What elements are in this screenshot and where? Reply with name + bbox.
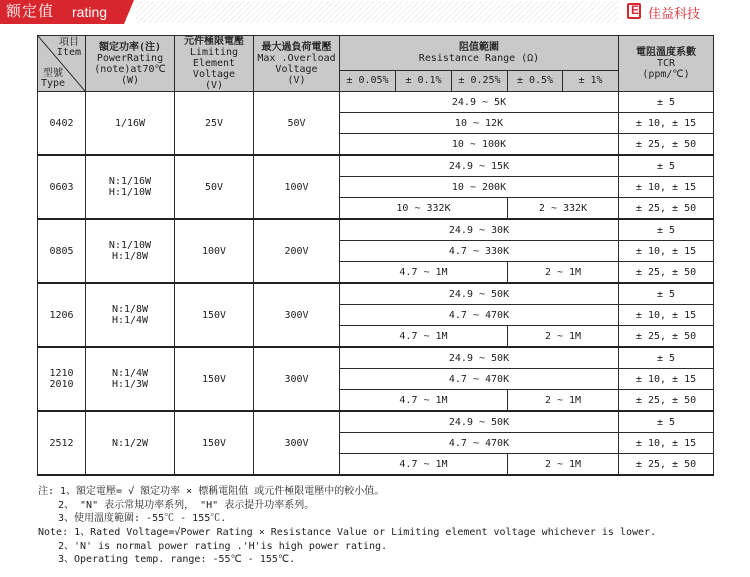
tcr-cell: ± 10, ± 15: [619, 113, 714, 134]
tolerance-0-05: ± 0.05%: [340, 70, 396, 91]
overload-cell: 300V: [254, 411, 340, 475]
table-row: [38, 283, 714, 305]
section-title-en: rating: [72, 4, 108, 20]
note-zh-1: 注: 1、額定電壓= √ 額定功率 × 標稱電阻值 或元件極限電壓中的較小值。: [38, 486, 385, 497]
brand-logo-icon: [627, 3, 641, 19]
tolerance-0-1: ± 0.1%: [396, 70, 452, 91]
range-cell: 24.9 ~ 5K: [340, 92, 619, 113]
type-cell: 2512: [38, 411, 86, 475]
overload-cell: 100V: [254, 155, 340, 219]
range-cell: 4.7 ~ 1M: [340, 326, 508, 348]
tcr-cell: ± 5: [619, 411, 714, 433]
tcr-cell: ± 25, ± 50: [619, 134, 714, 156]
voltage-cell: 25V: [175, 92, 254, 156]
limiting-voltage-header: 元件極限電壓 Limiting Element Voltage (V): [175, 36, 254, 92]
overload-voltage-header: 最大過負荷電壓 Max .Overload Voltage (V): [254, 36, 340, 92]
power-cell: 1/16W: [86, 92, 175, 156]
note-zh-3: 3、使用溫度範圍: -55℃ - 155℃.: [58, 513, 227, 525]
tcr-cell: ± 5: [619, 347, 714, 369]
type-cell: 0805: [38, 219, 86, 283]
brand-logo-letter: E: [631, 3, 640, 17]
table-row: [38, 411, 714, 433]
range-cell: 24.9 ~ 30K: [340, 219, 619, 241]
tcr-cell: ± 10, ± 15: [619, 369, 714, 390]
voltage-cell: 150V: [175, 283, 254, 347]
range-cell: 24.9 ~ 50K: [340, 283, 619, 305]
range-cell: 4.7 ~ 330K: [340, 241, 619, 262]
resistance-range-header: 阻值範圍 Resistance Range (Ω): [340, 36, 619, 71]
tolerance-0-25: ± 0.25%: [452, 70, 508, 91]
range-cell: 10 ~ 200K: [340, 177, 619, 198]
tcr-cell: ± 5: [619, 219, 714, 241]
tolerance-1: ± 1%: [563, 70, 619, 91]
tcr-cell: ± 25, ± 50: [619, 198, 714, 220]
range-cell: 10 ~ 12K: [340, 113, 619, 134]
tcr-cell: ± 5: [619, 283, 714, 305]
tcr-cell: ± 25, ± 50: [619, 454, 714, 476]
range-cell-extra: 2 ~ 332K: [508, 198, 619, 220]
range-cell: 24.9 ~ 50K: [340, 347, 619, 369]
range-cell-extra: 2 ~ 1M: [508, 390, 619, 412]
header-bar: [0, 0, 750, 24]
note-en-1: Note: 1、Rated Voltage=√Power Rating × Resistance Value or Limiting element voltage whichever is lower.: [38, 527, 657, 539]
tcr-cell: ± 10, ± 15: [619, 305, 714, 326]
power-cell: N:1/8W H:1/4W: [86, 283, 175, 347]
item-type-header: [38, 36, 86, 92]
section-title: [0, 0, 124, 24]
voltage-cell: 150V: [175, 347, 254, 411]
overload-cell: 300V: [254, 283, 340, 347]
range-cell: 4.7 ~ 470K: [340, 305, 619, 326]
power-cell: N:1/16W H:1/10W: [86, 155, 175, 219]
voltage-cell: 50V: [175, 155, 254, 219]
tolerance-0-5: ± 0.5%: [508, 70, 563, 91]
range-cell: 4.7 ~ 470K: [340, 369, 619, 390]
section-title-zh: 额定值: [6, 3, 55, 20]
range-cell-extra: 2 ~ 1M: [508, 326, 619, 348]
tcr-header: 電阻溫度系數 TCR (ppm/℃): [619, 36, 714, 92]
notes: [38, 485, 738, 567]
tcr-cell: ± 5: [619, 155, 714, 177]
rating-table: [37, 35, 714, 476]
range-cell: 24.9 ~ 50K: [340, 411, 619, 433]
range-cell: 4.7 ~ 1M: [340, 454, 508, 476]
note-en-3: 3、Operating temp. range: -55℃ - 155℃.: [58, 554, 296, 566]
hatch-decoration: [136, 1, 618, 23]
voltage-cell: 150V: [175, 411, 254, 475]
range-cell: 4.7 ~ 1M: [340, 262, 508, 284]
tcr-cell: ± 5: [619, 92, 714, 113]
range-cell: 10 ~ 100K: [340, 134, 619, 156]
type-cell: 1210 2010: [38, 347, 86, 411]
power-cell: N:1/10W H:1/8W: [86, 219, 175, 283]
tcr-cell: ± 10, ± 15: [619, 241, 714, 262]
note-zh-2: 2、 "N" 表示常規功率系列， "H" 表示提升功率系列。: [58, 499, 315, 511]
overload-cell: 50V: [254, 92, 340, 156]
power-cell: N:1/2W: [86, 411, 175, 475]
table-row: [38, 155, 714, 177]
tcr-cell: ± 10, ± 15: [619, 177, 714, 198]
title-slant: [124, 0, 134, 24]
range-cell: 24.9 ~ 15K: [340, 155, 619, 177]
range-cell: 10 ~ 332K: [340, 198, 508, 220]
overload-cell: 200V: [254, 219, 340, 283]
range-cell: 4.7 ~ 470K: [340, 433, 619, 454]
table-row: [38, 219, 714, 241]
overload-cell: 300V: [254, 347, 340, 411]
item-label: 項目 Item: [56, 37, 81, 58]
power-rating-header: 額定功率(注) PowerRating (note)at70℃ (W): [86, 36, 175, 92]
table-row: [38, 92, 714, 113]
tcr-cell: ± 10, ± 15: [619, 433, 714, 454]
power-cell: N:1/4W H:1/3W: [86, 347, 175, 411]
note-en-2: 2、'N' is normal power rating .'H'is high power rating.: [58, 540, 388, 552]
brand-name: 佳益科技: [648, 6, 701, 21]
voltage-cell: 100V: [175, 219, 254, 283]
type-cell: 1206: [38, 283, 86, 347]
type-cell: 0603: [38, 155, 86, 219]
range-cell-extra: 2 ~ 1M: [508, 262, 619, 284]
range-cell: 4.7 ~ 1M: [340, 390, 508, 412]
type-label: 型號 Type: [41, 68, 66, 89]
tcr-cell: ± 25, ± 50: [619, 326, 714, 348]
table-row: [38, 347, 714, 369]
type-cell: 0402: [38, 92, 86, 156]
tcr-cell: ± 25, ± 50: [619, 390, 714, 412]
tcr-cell: ± 25, ± 50: [619, 262, 714, 284]
range-cell-extra: 2 ~ 1M: [508, 454, 619, 476]
